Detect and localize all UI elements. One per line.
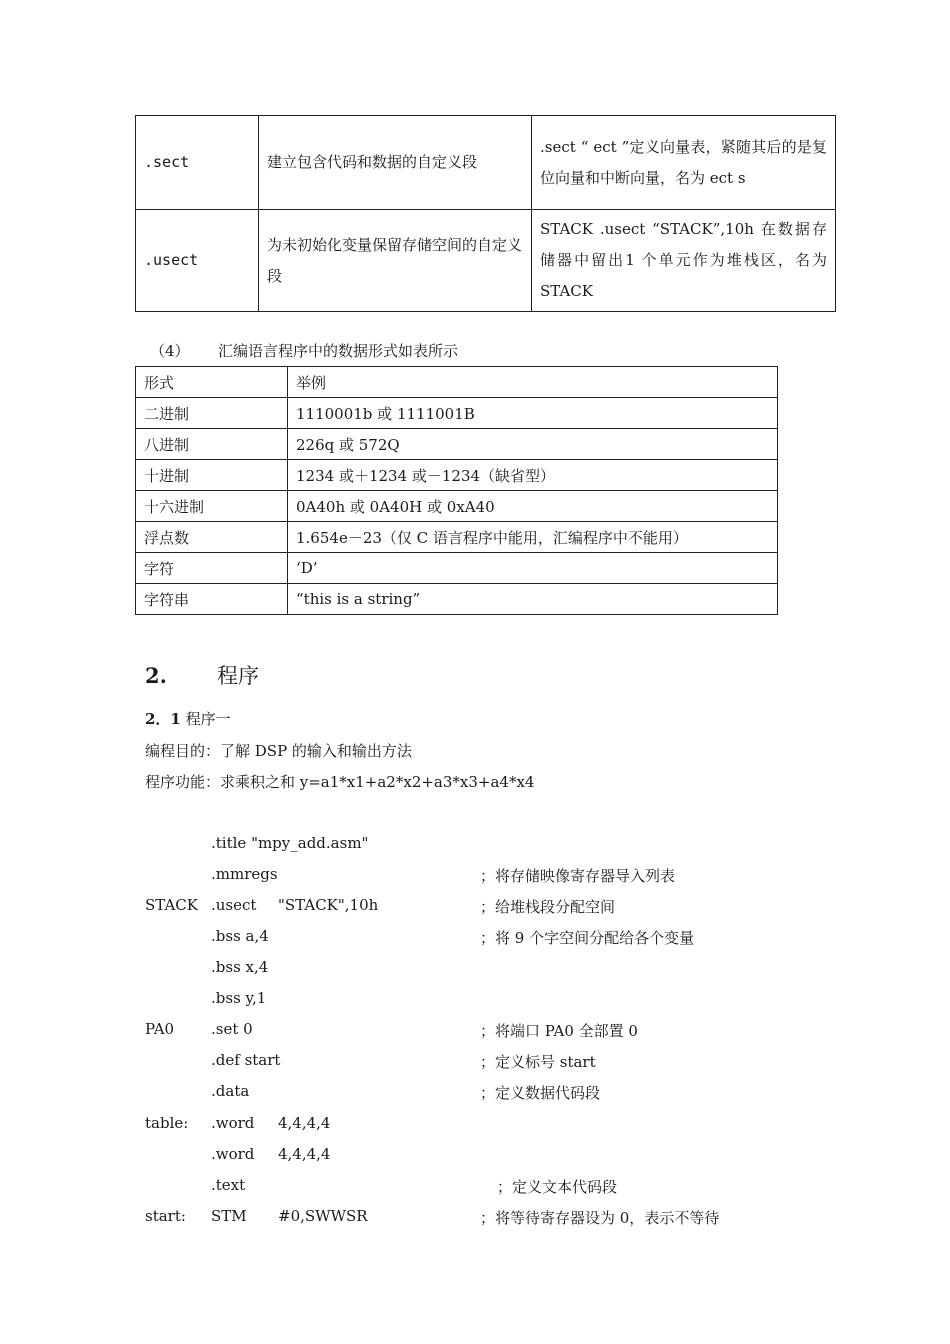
table-row — [136, 522, 778, 553]
table-row — [136, 210, 836, 312]
subsection-number: 2．1 — [145, 710, 181, 728]
table-row — [136, 584, 778, 615]
code-comment: ；将等待寄存器设为 0，表示不等待 — [480, 1209, 720, 1227]
form-cell: 十六进制 — [136, 491, 288, 522]
code-directive: .mmregs — [211, 865, 278, 883]
table-caption — [150, 340, 458, 361]
code-label: PA0 — [145, 1020, 175, 1038]
code-argument: #0,SWWSR — [278, 1207, 368, 1225]
table-row — [136, 398, 778, 429]
form-cell: 十进制 — [136, 460, 288, 491]
form-cell: 八进制 — [136, 429, 288, 460]
code-comment: ；定义数据代码段 — [480, 1084, 601, 1102]
header-cell: 形式 — [136, 367, 288, 398]
example-cell: 1110001b 或 1111001B — [288, 398, 778, 429]
section-title: 程序 — [217, 664, 259, 688]
directive-table — [135, 115, 836, 312]
form-cell: 二进制 — [136, 398, 288, 429]
table-row — [136, 491, 778, 522]
code-directive: .word — [211, 1145, 255, 1163]
data-form-table — [135, 366, 778, 615]
code-directive: .text — [211, 1176, 246, 1194]
example-cell: .sect “ ect ”定义向量表，紧随其后的是复位向量和中断向量，名为 ect s — [532, 116, 836, 210]
form-cell: 字符串 — [136, 584, 288, 615]
table-row — [136, 429, 778, 460]
example-cell: “this is a string” — [288, 584, 778, 615]
example-cell: 1.654e－23（仅 C 语言程序中能用，汇编程序中不能用） — [288, 522, 778, 553]
example-cell: 0A40h 或 0A40H 或 0xA40 — [288, 491, 778, 522]
purpose-line: 编程目的：了解 DSP 的输入和输出方法 — [145, 742, 412, 760]
code-directive: .set 0 — [211, 1020, 253, 1038]
form-cell: 浮点数 — [136, 522, 288, 553]
header-cell: 举例 — [288, 367, 778, 398]
table-row — [136, 116, 836, 210]
example-cell: ‘D’ — [288, 553, 778, 584]
code-comment: ；定义文本代码段 — [497, 1178, 618, 1196]
directive-cell: .sect — [136, 116, 259, 210]
section-number: 2. — [145, 663, 167, 688]
code-directive: .bss y,1 — [211, 989, 267, 1007]
code-directive: STM — [211, 1207, 247, 1225]
code-label: STACK — [145, 896, 198, 914]
code-comment: ；定义标号 start — [480, 1053, 596, 1071]
code-comment: ；给堆栈段分配空间 — [480, 898, 616, 916]
code-directive: .usect — [211, 896, 257, 914]
table-row — [136, 460, 778, 491]
code-directive: .word — [211, 1114, 255, 1132]
caption-text: 汇编语言程序中的数据形式如表所示 — [218, 342, 459, 360]
code-argument: "STACK",10h — [278, 896, 379, 914]
form-cell: 字符 — [136, 553, 288, 584]
section-heading — [145, 660, 259, 690]
code-comment: ；将存储映像寄存器导入列表 — [480, 867, 676, 885]
caption-number: （4） — [150, 342, 190, 360]
table-row — [136, 553, 778, 584]
code-directive: .title "mpy_add.asm" — [211, 834, 369, 852]
code-directive: .data — [211, 1082, 250, 1100]
meaning-cell: 为未初始化变量保留存储空间的自定义段 — [259, 210, 532, 312]
directive-cell: .usect — [136, 210, 259, 312]
code-comment: ；将端口 PA0 全部置 0 — [480, 1022, 638, 1040]
example-cell: STACK .usect “STACK”,10h 在数据存储器中留出1 个单元作为堆栈区，名为STACK — [532, 210, 836, 312]
subsection-title: 程序一 — [185, 710, 231, 728]
example-cell: 1234 或＋1234 或－1234（缺省型） — [288, 460, 778, 491]
code-directive: .bss a,4 — [211, 927, 269, 945]
code-label: start: — [145, 1207, 186, 1225]
code-directive: .bss x,4 — [211, 958, 269, 976]
subsection-heading — [145, 708, 231, 729]
code-argument: 4,4,4,4 — [278, 1114, 331, 1132]
example-cell: 226q 或 572Q — [288, 429, 778, 460]
code-label: table: — [145, 1114, 189, 1132]
function-line: 程序功能：求乘积之和 y=a1*x1+a2*x2+a3*x3+a4*x4 — [145, 773, 535, 791]
code-comment: ；将 9 个字空间分配给各个变量 — [480, 929, 695, 947]
table-header-row — [136, 367, 778, 398]
code-directive: .def start — [211, 1051, 281, 1069]
code-argument: 4,4,4,4 — [278, 1145, 331, 1163]
meaning-cell: 建立包含代码和数据的自定义段 — [259, 116, 532, 210]
